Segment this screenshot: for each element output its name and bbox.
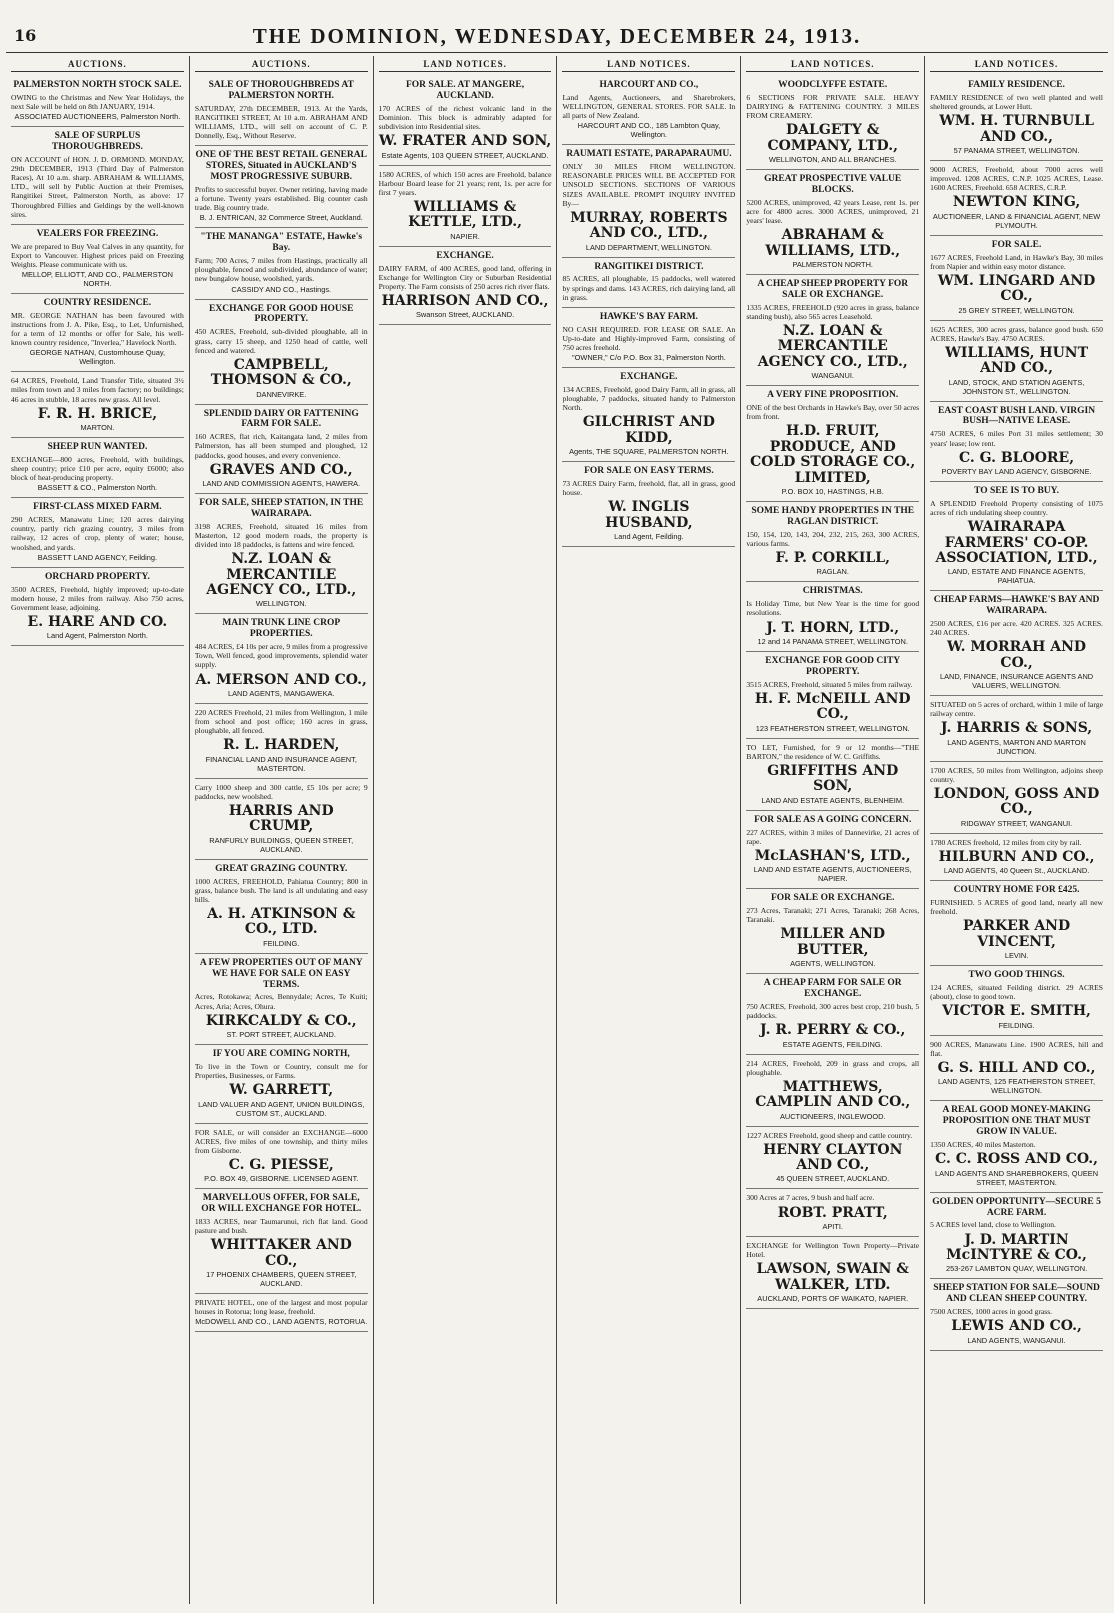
ad-title: FOR SALE OR EXCHANGE. <box>770 893 895 904</box>
ad-title: WOODCLYFFE ESTATE. <box>778 80 888 90</box>
column-header: AUCTIONS. <box>11 56 184 72</box>
ad-body: 7500 ACRES, 1000 acres in good grass. <box>930 1307 1053 1317</box>
ad-address: PALMERSTON NORTH. <box>792 259 873 269</box>
ad-agent-name: J. HARRIS & SONS, <box>940 720 1093 737</box>
ad-body: NO CASH REQUIRED. FOR LEASE OR SALE. An Up-to-date and Highly-improved Farm, consisting of 750 acres freehold. <box>562 324 736 352</box>
ad-body: ONLY 30 MILES FROM WELLINGTON. REASONABLE PRICES WILL BE ACCEPTED FOR UNSOLD SECTIONS. SECTIONS OF VARIOUS SIZES AVAILABLE. PROMPT INQUIRY INVITED By— <box>562 162 736 208</box>
ad-body: 273 Acres, Taranaki; 271 Acres, Taranaki; 268 Acres, Taranaki. <box>746 906 920 925</box>
ad-title: A CHEAP FARM FOR SALE OR EXCHANGE. <box>763 978 902 1000</box>
ad-agent-name: E. HARE AND CO. <box>27 613 168 630</box>
advertisement <box>746 582 919 652</box>
ad-body: 1335 ACRES, FREEHOLD (920 acres in grass, balance standing bush), also 565 acres Leasehold. <box>746 302 920 321</box>
advertisement <box>562 462 735 547</box>
ad-body: 1677 ACRES, Freehold Land, in Hawke's Bay, 30 miles from Napier and within easy motor distance. <box>930 252 1103 271</box>
ad-agent-name: J. D. MARTIN McINTYRE & CO., <box>946 1231 1087 1263</box>
ad-body: 85 ACRES, all ploughable, 15 paddocks, well watered by springs and dams. 143 ACRES, rich dairying land, all in grass. <box>562 274 736 302</box>
ad-agent-name: C. G. PIESSE, <box>228 1156 334 1173</box>
ad-body: 2500 ACRES, £16 per acre. 420 ACRES. 325 ACRES. 240 ACRES. <box>930 619 1103 638</box>
ad-title: CHEAP FARMS—HAWKE'S BAY AND WAIRARAPA. <box>933 595 1100 617</box>
ad-title: HARCOURT AND CO., <box>599 80 699 90</box>
ad-address: CASSIDY AND CO., Hastings. <box>231 284 332 294</box>
ad-address: Estate Agents, 103 QUEEN STREET, AUCKLAND. <box>381 150 549 160</box>
advertisement <box>195 779 368 860</box>
ad-body: 900 ACRES, Manawatu Line. 1900 ACRES, hill and flat. <box>930 1039 1103 1058</box>
ad-agent-name: WAIRARAPA FARMERS' CO-OP. ASSOCIATION, LTD., <box>935 519 1098 566</box>
advertisement <box>746 1189 919 1237</box>
advertisement <box>195 405 368 495</box>
ad-address: RIDGWAY STREET, WANGANUI. <box>960 818 1073 828</box>
ad-title: ONE OF THE BEST RETAIL GENERAL STORES, Situated in AUCKLAND'S MOST PROGRESSIVE SUBURB. <box>195 150 367 183</box>
ad-address: BASSETT LAND AGENCY, Feilding. <box>37 552 158 562</box>
ad-title: FOR SALE, SHEEP STATION, IN THE WAIRARAPA. <box>199 498 364 519</box>
column-header: AUCTIONS. <box>195 56 368 72</box>
ad-body: PRIVATE HOTEL, one of the largest and most popular houses in Rotorua; long lease, freehold. <box>194 1298 368 1317</box>
ad-body: 170 ACRES of the richest volcanic land in the Dominion. This block is admirably adapted for subdivision into Residential sites. <box>378 103 552 132</box>
ad-body: MR. GEORGE NATHAN has been favoured with instructions from J. A. Pike, Esq., to Let, Unfurnished, for a term of 12 months or offer for Sale, his well-known country residence, "Inverlea," Havelock North. <box>11 310 184 348</box>
ad-agent-name: ABRAHAM & WILLIAMS, LTD., <box>765 227 901 259</box>
ad-address: AUCKLAND, PORTS OF WAIKATO, NAPIER. <box>757 1293 909 1303</box>
ad-body: A SPLENDID Freehold Property consisting of 1075 acres of rich undulating sheep country. <box>930 498 1103 518</box>
ad-title: FOR SALE. <box>991 239 1042 250</box>
columns <box>6 56 1108 1604</box>
ad-body: EXCHANGE for Wellington Town Property—Private Hotel. <box>746 1240 920 1260</box>
ad-body: We are prepared to Buy Veal Calves in any quantity, for Export to Vancouver. Highest prices paid on Freezing Weights. Please communicate with us. <box>11 241 184 269</box>
ad-body: 73 ACRES Dairy Farm, freehold, flat, all in grass, good house. <box>562 478 736 498</box>
ad-address: LAND AGENTS, 40 Queen St., AUCKLAND. <box>943 866 1090 876</box>
ad-body: 124 ACRES, situated Feilding district. 29 ACRES (about), close to good town. <box>930 983 1103 1002</box>
ad-address: FEILDING. <box>263 938 300 948</box>
ad-title: "THE MANANGA" ESTATE, Hawke's Bay. <box>200 232 363 254</box>
ad-address: LAND VALUER AND AGENT, UNION BUILDINGS, CUSTOM ST., AUCKLAND. <box>198 1099 365 1118</box>
advertisement <box>930 236 1103 321</box>
page-number: 16 <box>14 26 37 45</box>
ad-agent-name: W. MORRAH AND CO., <box>947 639 1087 671</box>
ad-body: 1833 ACRES, near Taumarunui, rich flat land. Good pasture and bush. <box>194 1217 368 1236</box>
ad-body: OWING to the Christmas and New Year Holidays, the next Sale will be held on 8th JANUARY, 1914. <box>11 92 184 112</box>
ad-address: RANFURLY BUILDINGS, QUEEN STREET, AUCKLAND. <box>209 835 354 854</box>
ad-agent-name: H.D. FRUIT, PRODUCE, AND COLD STORAGE CO., LIMITED, <box>750 423 916 486</box>
ad-agent-name: WHITTAKER AND CO., <box>210 1237 352 1269</box>
masthead <box>6 22 1108 53</box>
ad-address: 12 and 14 PANAMA STREET, WELLINGTON. <box>757 636 908 646</box>
ad-body: ONE of the best Orchards in Hawke's Bay, over 50 acres from front. <box>746 403 920 422</box>
ad-address: Land Agent, Palmerston North. <box>46 631 148 641</box>
advertisement <box>930 321 1103 402</box>
ad-address: DANNEVIRKE. <box>256 389 307 399</box>
column <box>741 56 925 1604</box>
ad-title: A REAL GOOD MONEY-MAKING PROPOSITION ONE THAT MUST GROW IN VALUE. <box>942 1105 1091 1138</box>
ad-agent-name: MATTHEWS, CAMPLIN AND CO., <box>755 1078 911 1111</box>
advertisement <box>746 502 919 582</box>
ad-title: RANGITIKEI DISTRICT. <box>594 261 704 272</box>
ad-address: LAND, STOCK, AND STATION AGENTS, JOHNSTON ST., WELLINGTON. <box>948 377 1085 396</box>
ad-agent-name: J. R. PERRY & CO., <box>760 1022 906 1039</box>
ad-title: SALE OF SURPLUS THOROUGHBREDS. <box>51 131 143 153</box>
advertisement <box>562 368 735 462</box>
ad-agent-name: HARRISON AND CO., <box>381 292 549 309</box>
ad-address: LEVIN. <box>1004 951 1029 961</box>
ad-agent-name: LONDON, GOSS AND CO., <box>933 786 1100 818</box>
ad-body: SITUATED on 5 acres of orchard, within 1 mile of large railway centre. <box>930 700 1103 719</box>
ad-address: LAND AND COMMISSION AGENTS, HAWERA. <box>202 479 361 489</box>
advertisement <box>379 76 552 166</box>
advertisement <box>195 860 368 954</box>
ad-address: APITI. <box>822 1221 843 1231</box>
advertisement <box>11 294 184 372</box>
ad-agent-name: GILCHRIST AND KIDD, <box>582 414 715 446</box>
advertisement <box>195 704 368 779</box>
advertisement <box>195 954 368 1045</box>
ad-agent-name: HARRIS AND CRUMP, <box>228 802 334 835</box>
advertisement <box>746 652 919 739</box>
ad-title: VEALERS FOR FREEZING. <box>36 228 159 239</box>
advertisement <box>930 966 1103 1036</box>
advertisement <box>930 1193 1103 1280</box>
advertisement <box>195 1124 368 1190</box>
ad-agent-name: R. L. HARDEN, <box>223 737 340 754</box>
ad-body: 750 ACRES, Freehold, 300 acres best crop, 210 bush, 5 paddocks. <box>746 1001 920 1021</box>
ad-title: RAUMATI ESTATE, PARAPARAUMU. <box>566 149 732 160</box>
column-header: LAND NOTICES. <box>562 56 735 72</box>
ad-body: 290 ACRES, Manawatu Line; 120 acres dairying country, partly rich grazing country, 3 miles from railway, 12 acres of crop, plenty of water; house, woolshed, and yards. <box>11 515 184 552</box>
ad-body: 6 SECTIONS FOR PRIVATE SALE. HEAVY DAIRYING & FATTENING COUNTRY. 3 MILES FROM CREAMERY. <box>746 92 920 121</box>
ad-body: 1350 ACRES, 40 miles Masterton. <box>930 1140 1036 1150</box>
advertisement <box>562 76 735 145</box>
ad-body: 1227 ACRES Freehold, good sheep and cattle country. <box>746 1130 913 1140</box>
ad-body: DAIRY FARM, of 400 ACRES, good land, offering in Exchange for Wellington City or Suburban Residential Property. The Farm consists of 250 acres rich river flats. <box>378 263 552 291</box>
ad-body: 1000 ACRES, FREEHOLD, Pahiatua Country; 800 in grass, balance bush. The land is all undulating and easy hills. <box>194 876 368 904</box>
ad-agent-name: W. GARRETT, <box>229 1082 334 1099</box>
ad-address: WANGANUI. <box>811 371 854 381</box>
ad-address: "OWNER," C/o P.O. Box 31, Palmerston North. <box>572 353 726 362</box>
ad-address: 45 QUEEN STREET, AUCKLAND. <box>776 1174 890 1184</box>
ad-body: 1580 ACRES, of which 150 acres are Freehold, balance Harbour Board lease for 21 years; rent, 1s. per acre for first 7 years. <box>378 169 552 197</box>
advertisement <box>195 1045 368 1124</box>
ad-body: TO LET, Furnished, for 9 or 12 months—"THE BARTON," the residence of W. C. Griffiths. <box>746 742 920 761</box>
ad-body: 484 ACRES, £4 10s per acre, 9 miles from a progressive Town, Well fenced, good improvements, splendid water supply. <box>194 642 368 670</box>
advertisement <box>746 811 919 890</box>
ad-title: EAST COAST BUSH LAND. VIRGIN BUSH—NATIVE LEASE. <box>938 405 1096 427</box>
ad-agent-name: N.Z. LOAN & MERCANTILE AGENCY CO., LTD., <box>757 323 908 370</box>
advertisement <box>379 247 552 326</box>
ad-address: Land Agent, Feilding. <box>614 531 684 541</box>
ad-body: Profits to successful buyer. Owner retiring, having made a fortune. Twenty years established. Big counter cash trade. Big country trade. <box>194 185 368 213</box>
ad-body: FAMILY RESIDENCE of two well planted and well sheltered grounds, at Lower Hutt. <box>930 92 1103 112</box>
masthead-title: THE DOMINION, WEDNESDAY, DECEMBER 24, 1913. <box>252 24 862 48</box>
ad-address: AGENTS, WELLINGTON. <box>790 959 876 969</box>
ad-body: 3500 ACRES, Freehold, highly improved; up-to-date modern house, 2 miles from railway. Also 750 acres, Government lease, adjoining. <box>11 584 184 612</box>
ad-address: P.O. BOX 10, HASTINGS, H.B. <box>781 486 884 496</box>
advertisement <box>11 438 184 498</box>
advertisement <box>746 974 919 1054</box>
ad-body: FURNISHED. 5 ACRES of good land, nearly all new freehold. <box>930 898 1103 917</box>
ad-address: McDOWELL AND CO., LAND AGENTS, ROTORUA. <box>195 1317 368 1327</box>
ad-body: Land Agents, Auctioneers, and Sharebrokers, WELLINGTON, GENERAL STORES. FOR SALE. In all parts of New Zealand. <box>562 92 736 121</box>
advertisement <box>746 76 919 170</box>
ad-agent-name: GRAVES AND CO., <box>209 461 353 478</box>
ad-body: Farm; 700 Acres, 7 miles from Hastings, practically all ploughable, fenced and subdivided, abundance of water; new bungalow house, woolshed, yards. <box>194 256 368 284</box>
ad-address: BASSETT & CO., Palmerston North. <box>37 483 158 493</box>
ad-agent-name: N.Z. LOAN & MERCANTILE AGENCY CO., LTD., <box>206 551 357 599</box>
advertisement <box>195 1189 368 1294</box>
ad-address: FINANCIAL LAND AND INSURANCE AGENT, MASTERTON. <box>205 754 357 773</box>
advertisement <box>379 166 552 247</box>
ad-body: 4750 ACRES, 6 miles Port 31 miles settlement; 30 years' lease; low rent. <box>930 429 1103 448</box>
advertisement <box>195 228 368 299</box>
ad-title: EXCHANGE. <box>436 250 494 261</box>
advertisement <box>195 300 368 405</box>
ad-address: LAND AGENTS, WANGANUI. <box>967 1335 1066 1345</box>
ad-address: RAGLAN. <box>816 567 849 577</box>
advertisement <box>562 308 735 368</box>
ad-title: EXCHANGE FOR GOOD CITY PROPERTY. <box>765 655 901 677</box>
ad-title: MAIN TRUNK LINE CROP PROPERTIES. <box>222 618 341 640</box>
ad-body: 1700 ACRES, 50 miles from Wellington, adjoins sheep country. <box>930 765 1103 784</box>
ad-address: AUCTIONEER, LAND & FINANCIAL AGENT, NEW PLYMOUTH. <box>932 211 1101 230</box>
ad-address: WELLINGTON, AND ALL BRANCHES. <box>768 155 897 165</box>
ad-title: GREAT PROSPECTIVE VALUE BLOCKS. <box>764 174 902 195</box>
advertisement <box>746 1127 919 1190</box>
ad-address: P.O. BOX 49, GISBORNE. LICENSED AGENT. <box>204 1174 359 1184</box>
ad-body: 134 ACRES, Freehold, good Dairy Farm, all in grass, all ploughable, 7 paddocks, situated handy to Palmerston North. <box>562 384 736 413</box>
ad-address: LAND, ESTATE AND FINANCE AGENTS, PAHIATUA. <box>947 567 1086 586</box>
ad-agent-name: H. F. McNEILL AND CO., <box>754 690 911 723</box>
ad-body: 1780 ACRES freehold, 12 miles from city by rail. <box>930 837 1082 847</box>
ad-address: 123 FEATHERSTON STREET, WELLINGTON. <box>755 723 910 733</box>
ad-agent-name: F. R. H. BRICE, <box>37 405 158 422</box>
ad-title: FOR SALE AS A GOING CONCERN. <box>754 814 912 825</box>
advertisement <box>930 1101 1103 1192</box>
advertisement <box>195 146 368 228</box>
ad-body: 1625 ACRES, 300 acres grass, balance good bush. 650 ACRES, Hawke's Bay. 4750 ACRES. <box>930 324 1103 343</box>
ad-address: WELLINGTON. <box>255 599 307 609</box>
ad-title: FOR SALE ON EASY TERMS. <box>584 466 714 477</box>
ad-title: FIRST-CLASS MIXED FARM. <box>33 502 162 513</box>
advertisement <box>195 76 368 146</box>
advertisement <box>930 402 1103 482</box>
ad-address: LAND AND ESTATE AGENTS, AUCTIONEERS, NAPIER. <box>753 865 912 884</box>
ad-address: 57 PANAMA STREET, WELLINGTON. <box>953 145 1080 155</box>
ad-address: LAND AND ESTATE AGENTS, BLENHEIM. <box>761 795 905 805</box>
ad-title: COUNTRY RESIDENCE. <box>43 298 152 308</box>
column <box>557 56 741 1604</box>
column-header: LAND NOTICES. <box>930 56 1103 72</box>
advertisement <box>746 889 919 974</box>
ad-body: 150, 154, 120, 143, 204, 232, 215, 263, 300 ACRES, various farms. <box>746 529 920 548</box>
ad-agent-name: HILBURN AND CO., <box>938 848 1095 865</box>
ad-address: HARCOURT AND CO., 185 Lambton Quay, Wellington. <box>577 121 721 140</box>
ad-body: 3198 ACRES, Freehold, situated 16 miles from Masterton, 12 good modern roads, the property is divided into 18 paddocks, is fattens and wire fenced. <box>194 521 368 550</box>
advertisement <box>562 145 735 257</box>
ad-title: HAWKE'S BAY FARM. <box>599 311 698 322</box>
ad-agent-name: C. C. ROSS AND CO., <box>935 1151 1098 1168</box>
ad-address: LAND AGENTS, MANGAWEKA. <box>227 688 335 698</box>
ad-agent-name: ROBT. PRATT, <box>777 1204 888 1221</box>
ad-address: ST. PORT STREET, AUCKLAND. <box>226 1030 336 1040</box>
column <box>190 56 374 1604</box>
ad-address: LAND, FINANCE, INSURANCE AGENTS AND VALUERS, WELLINGTON. <box>939 672 1094 691</box>
ad-agent-name: A. H. ATKINSON & CO., LTD. <box>207 905 356 938</box>
ad-body: 5200 ACRES, unimproved, 42 years Lease, rent 1s. per acre for 4800 acres. 3000 ACRES, unimproved, 21 years' lease. <box>746 197 920 226</box>
ad-agent-name: HENRY CLAYTON AND CO., <box>763 1141 903 1174</box>
ad-title: TO SEE IS TO BUY. <box>974 486 1060 497</box>
advertisement <box>930 1279 1103 1350</box>
ad-agent-name: A. MERSON AND CO., <box>195 671 367 688</box>
ad-agent-name: WM. H. TURNBULL AND CO., <box>939 113 1094 145</box>
ad-body: EXCHANGE—800 acres, Freehold, with buildings, sheep country; price £10 per acre, equity £6000; also block of heat-producing property. <box>11 455 184 483</box>
ad-title: SHEEP STATION FOR SALE—SOUND AND CLEAN SHEEP COUNTRY. <box>933 1283 1100 1305</box>
ad-body: ON ACCOUNT of HON. J. D. ORMOND. MONDAY, 29th DECEMBER, 1913 (Third Day of Palmerston Races), At 10 a.m. sharp. ABRAHAM & WILLIAMS, LTD., will sell by Public Auction at their Premises, Rangitikei Street, Palmerston North, as above: 17 Thoroughbred Fillies and Geldings by the well-known sires. <box>11 154 184 219</box>
ad-agent-name: MILLER AND BUTTER, <box>780 926 886 958</box>
ad-address: GEORGE NATHAN, Customhouse Quay, Wellington. <box>29 348 166 367</box>
advertisement <box>930 482 1103 591</box>
ad-agent-name: J. T. HORN, LTD., <box>766 619 900 636</box>
ad-agent-name: WM. LINGARD AND CO., <box>937 272 1096 305</box>
ad-agent-name: F. P. CORKILL, <box>775 549 890 566</box>
ad-agent-name: KIRKCALDY & CO., <box>205 1012 357 1029</box>
ad-agent-name: CAMPBELL, THOMSON & CO., <box>210 356 352 389</box>
advertisement <box>11 372 184 438</box>
advertisement <box>746 170 919 275</box>
advertisement <box>930 161 1103 236</box>
ad-title: A FEW PROPERTIES OUT OF MANY WE HAVE FOR SALE ON EASY TERMS. <box>199 957 363 990</box>
ad-title: MARVELLOUS OFFER, FOR SALE, OR WILL EXCHANGE FOR HOTEL. <box>201 1193 362 1215</box>
ad-body: 220 ACRES Freehold, 21 miles from Wellington, 1 mile from school and post office; 160 acres in grass, ploughable, all fenced. <box>194 707 368 736</box>
ad-body: 214 ACRES, Freehold, 209 in grass and crops, all ploughable. <box>746 1058 920 1077</box>
ad-title: COUNTRY HOME FOR £425. <box>953 885 1080 896</box>
advertisement <box>930 762 1103 834</box>
ad-body: To live in the Town or Country, consult me for Properties, Businesses, or Farms. <box>194 1062 368 1081</box>
advertisement <box>11 225 184 294</box>
column <box>925 56 1108 1604</box>
ad-address: Swanson Street, AUCKLAND. <box>415 310 515 320</box>
ad-title: EXCHANGE. <box>620 372 678 382</box>
ad-body: Acres, Rotokawa; Acres, Bennydale; Acres, Te Kuiti; Acres, Aria; Acres, Ohura. <box>194 992 368 1011</box>
ad-title: SALE OF THOROUGHBREDS AT PALMERSTON NORTH. <box>208 80 354 101</box>
advertisement <box>195 1294 368 1332</box>
advertisement <box>746 275 919 386</box>
advertisement <box>930 834 1103 882</box>
ad-address: NAPIER. <box>450 231 480 241</box>
ad-address: ESTATE AGENTS, FEILDING. <box>782 1039 883 1049</box>
ad-title: TWO GOOD THINGS. <box>968 970 1065 981</box>
ad-address: ASSOCIATED AUCTIONEERS, Palmerston North. <box>14 112 181 122</box>
ad-agent-name: PARKER AND VINCENT, <box>962 918 1071 950</box>
ad-body: 9000 ACRES, Freehold, about 7000 acres well improved. 1208 ACRES, C.N.P. 1025 ACRES, Lease. 1600 ACRES, Freehold. 658 ACRES, C.R.P. <box>930 164 1103 193</box>
column <box>374 56 558 1604</box>
ad-body: 227 ACRES, within 3 miles of Dannevirke, 21 acres of rape. <box>746 827 920 846</box>
ad-address: 25 GREY STREET, WELLINGTON. <box>958 305 1075 315</box>
ad-title: GREAT GRAZING COUNTRY. <box>215 863 348 874</box>
advertisement <box>195 614 368 704</box>
ad-body: 3515 ACRES, Freehold, situated 5 miles from railway. <box>746 679 913 689</box>
ad-body: 450 ACRES, Freehold, sub-divided ploughable, all in grass, carry 15 sheep, and 1250 head of cattle, well fenced and watered. <box>194 327 368 355</box>
ad-body: FOR SALE, or will consider an EXCHANGE—6000 ACRES, five miles of one township, and thirty miles from Gisborne. <box>194 1127 368 1155</box>
ad-agent-name: DALGETY & COMPANY, LTD., <box>767 122 898 154</box>
advertisement <box>930 591 1103 696</box>
ad-address: LAND AGENTS, MARTON AND MARTON JUNCTION. <box>947 737 1086 756</box>
ad-title: A CHEAP SHEEP PROPERTY FOR SALE OR EXCHANGE. <box>757 278 909 300</box>
ad-title: SPLENDID DAIRY OR FATTENING FARM FOR SALE. <box>203 408 359 430</box>
ad-address: FEILDING. <box>998 1020 1035 1030</box>
advertisement <box>11 127 184 225</box>
ad-agent-name: NEWTON KING, <box>952 194 1081 211</box>
advertisement <box>746 1237 919 1309</box>
ad-agent-name: WILLIAMS & KETTLE, LTD., <box>408 198 523 231</box>
advertisement <box>11 568 184 647</box>
ad-title: IF YOU ARE COMING NORTH, <box>212 1049 350 1060</box>
advertisement <box>930 1036 1103 1102</box>
ad-agent-name: MURRAY, ROBERTS AND CO., LTD., <box>570 209 728 242</box>
ad-agent-name: WILLIAMS, HUNT AND CO., <box>945 344 1088 377</box>
ad-address: MARTON. <box>80 423 115 433</box>
advertisement <box>930 696 1103 762</box>
ad-address: 17 PHOENIX CHAMBERS, QUEEN STREET, AUCKLAND. <box>206 1270 357 1289</box>
ad-address: MELLOP, ELLIOTT, AND CO., PALMERSTON NORTH. <box>21 270 173 288</box>
ad-title: FOR SALE. AT MANGERE, AUCKLAND. <box>405 80 525 101</box>
ad-title: CHRISTMAS. <box>802 586 863 597</box>
ad-address: LAND AGENTS AND SHAREBROKERS, QUEEN STREET, MASTERTON. <box>935 1168 1099 1187</box>
ad-agent-name: LAWSON, SWAIN & WALKER, LTD. <box>756 1261 909 1293</box>
ad-address: Agents, THE SQUARE, PALMERSTON NORTH. <box>569 447 729 457</box>
ad-title: PALMERSTON NORTH STOCK SALE. <box>13 80 182 90</box>
ad-agent-name: McLASHAN'S, LTD., <box>754 847 911 864</box>
ad-title: SHEEP RUN WANTED. <box>47 442 148 453</box>
ad-agent-name: GRIFFITHS AND SON, <box>767 762 899 795</box>
ad-address: 253-267 LAMBTON QUAY, WELLINGTON. <box>945 1264 1088 1274</box>
ad-title: A VERY FINE PROPOSITION. <box>767 390 899 401</box>
ad-agent-name: W. INGLIS HUSBAND, <box>605 499 693 531</box>
ad-agent-name: C. G. BLOORE, <box>959 449 1075 466</box>
ad-address: B. J. ENTRICAN, 32 Commerce Street, Auckland. <box>199 213 363 223</box>
column-header: LAND NOTICES. <box>379 56 552 72</box>
ad-body: 160 ACRES, flat rich, Kaitangata land, 2 miles from Palmerston, has all been stumped and ploughed, 12 paddocks, good houses, and every convenience. <box>194 432 368 460</box>
ad-title: EXCHANGE FOR GOOD HOUSE PROPERTY. <box>209 303 354 325</box>
ad-agent-name: LEWIS AND CO., <box>951 1318 1082 1335</box>
ad-body: Carry 1000 sheep and 300 cattle, £5 10s per acre; 9 paddocks, new woolshed. <box>194 782 368 801</box>
advertisement <box>562 258 735 308</box>
ad-agent-name: VICTOR E. SMITH, <box>942 1003 1091 1020</box>
ad-body: 64 ACRES, Freehold, Land Transfer Title, situated 3½ miles from town and 3 miles from factory; no buildings; 46 acres in stubble, 18 acres new grass. All level. <box>11 376 184 404</box>
ad-address: LAND AGENTS, 125 FEATHERSTON STREET, WELLINGTON. <box>938 1077 1096 1096</box>
ad-title: FAMILY RESIDENCE. <box>968 80 1065 90</box>
advertisement <box>746 386 919 502</box>
ad-title: ORCHARD PROPERTY. <box>44 571 150 582</box>
ad-agent-name: W. FRATER AND SON, <box>378 133 552 150</box>
column-header: LAND NOTICES. <box>746 56 919 72</box>
advertisement <box>11 76 184 127</box>
advertisement <box>746 739 919 811</box>
ad-title: GOLDEN OPPORTUNITY—SECURE 5 ACRE FARM. <box>932 1196 1101 1218</box>
advertisement <box>930 76 1103 161</box>
ad-body: 300 Acres at 7 acres, 9 bush and half acre. <box>746 1193 875 1203</box>
ad-agent-name: G. S. HILL AND CO., <box>937 1059 1096 1076</box>
ad-address: AUCTIONEERS, INGLEWOOD. <box>779 1111 886 1121</box>
ad-address: LAND DEPARTMENT, WELLINGTON. <box>585 242 712 252</box>
ad-body: Is Holiday Time, but New Year is the time for good resolutions. <box>746 599 920 618</box>
ad-title: SOME HANDY PROPERTIES IN THE RAGLAN DISTRICT. <box>751 505 915 527</box>
advertisement <box>930 881 1103 966</box>
column <box>6 56 190 1604</box>
ad-address: POVERTY BAY LAND AGENCY, GISBORNE. <box>941 467 1092 477</box>
ad-body: 5 ACRES level land, close to Wellington. <box>930 1220 1056 1230</box>
ad-body: SATURDAY, 27th DECEMBER, 1913. At the Yards, RANGITIKEI STREET, At 10 a.m. ABRAHAM AND WILLIAMS, LTD., will sell on account of C. P. Donnelly, Esq., Without Reserve. <box>194 103 368 141</box>
advertisement <box>195 494 368 614</box>
advertisement <box>746 1055 919 1127</box>
advertisement <box>11 498 184 567</box>
